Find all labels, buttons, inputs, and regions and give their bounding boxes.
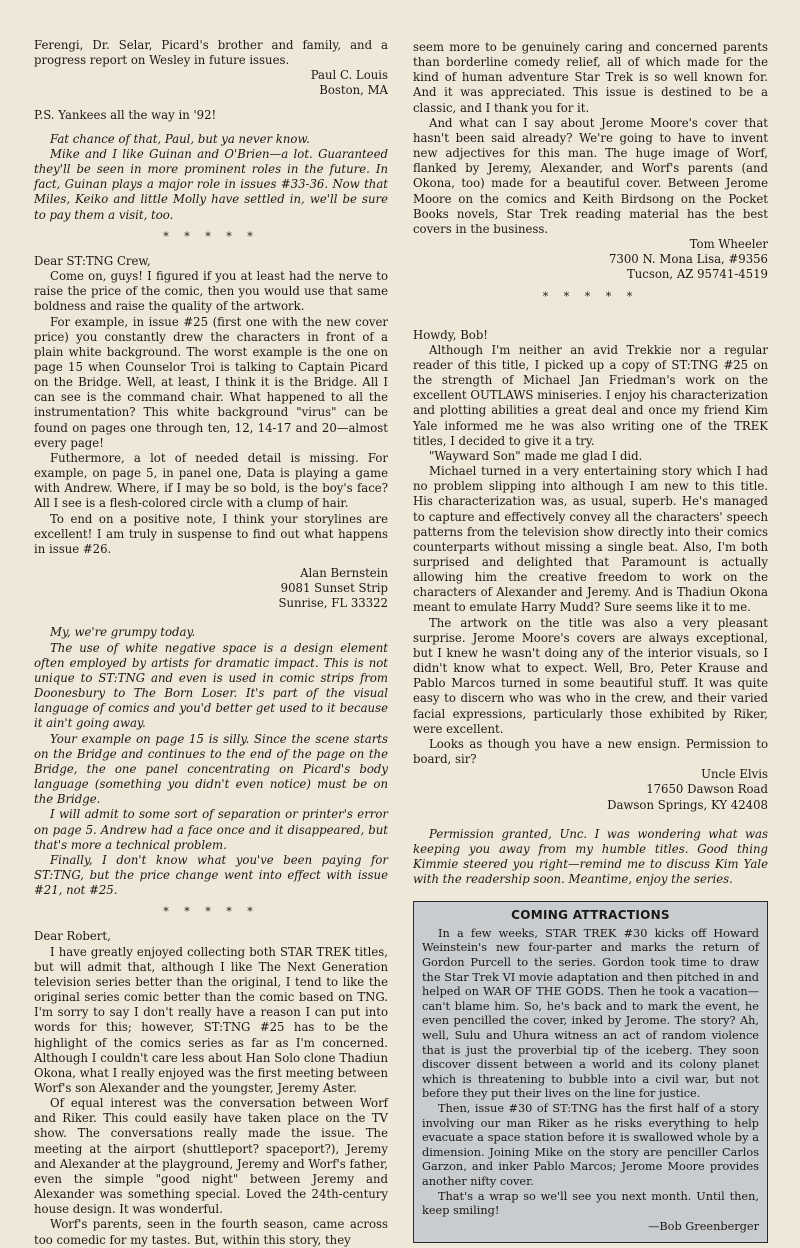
letter-para: Worf's parents, seen in the fourth season, came across too comedic for my tastes. But, within this story, they: [34, 1217, 388, 1247]
sig-street: 17650 Dawson Road: [646, 782, 768, 797]
letter-continuation: Ferengi, Dr. Selar, Picard's brother and family, and a progress report on Wesley in future issues.: [34, 38, 388, 68]
sig-city: Dawson Springs, KY 42408: [607, 797, 768, 812]
salutation: Dear Robert,: [34, 929, 111, 944]
separator-stars: * * * * *: [542, 289, 639, 303]
editor-para: I will admit to some sort of separation or printer's error on page 5. Andrew had a face once and it disappeared, but that's more a technical problem.: [34, 807, 388, 852]
letter-para: Although I'm neither an avid Trekkie nor a regular reader of this title, I picked up a copy of ST:TNG #25 on the strength of Michael Jan Friedman's work on the excellent OUTLAWS miniseries. I enjoy his characterization and plotting abilities a great deal and once my friend Kim Yale informed me he was also writing one of the TREK titles, I decided to give it a try.: [413, 342, 768, 448]
box-signoff: —Bob Greenberger: [648, 1219, 759, 1233]
salutation: Howdy, Bob!: [413, 327, 488, 342]
box-para: That's a wrap so we'll see you next month. Until then, keep smiling!: [422, 1189, 759, 1218]
letter-para: "Wayward Son" made me glad I did.: [429, 448, 643, 463]
editor-para: Mike and I like Guinan and O'Brien—a lot. Guaranteed they'll be seen in more prominent roles in the future. In fact, Guinan plays a major role in issues #33-36. Now that Miles, Keiko and little Molly have settled in, we'll be sure to pay them a visit, too.: [34, 146, 388, 222]
letter-para: The artwork on the title was also a very pleasant surprise. Jerome Moore's covers are always exceptional, but I knew he wasn't doing any of the interior visuals, so I didn't know what to expect. Well, Bro, Peter Krause and Pablo Marcos turned in some beautiful stuff. It was quite easy to discern who was who in the crew, and their varied facial expressions, particularly those exhibited by Riker, were excellent.: [413, 615, 768, 736]
salutation: Dear ST:TNG Crew,: [34, 253, 151, 268]
separator-stars: * * * * *: [163, 905, 259, 919]
letter-para: I have greatly enjoyed collecting both STAR TREK titles, but will admit that, although I like The Next Generation television series better than the original, I tend to like the original series comic better than the comic based on TNG. I'm sorry to say I don't really have a reason I can put into words for this; however, ST:TNG #25 has to be the highlight of the comics series as far as I'm concerned. Although I couldn't care less about Han Solo clone Thadiun Okona, what I really enjoyed was the first meeting between Worf's son Alexander and the youngster, Jeremy Aster.: [34, 944, 388, 1095]
box-title: COMING ATTRACTIONS: [511, 908, 670, 923]
signature-alan-bernstein: [34, 566, 388, 611]
sig-city: Sunrise, FL 33322: [278, 596, 388, 611]
sig-name: Alan Bernstein: [300, 566, 388, 580]
sig-street: 9081 Sunset Strip: [280, 581, 388, 596]
box-para: In a few weeks, STAR TREK #30 kicks off Howard Weinstein's new four-parter and marks the return of Gordon Purcell to the series. Gordon took time to draw the Star Trek VI movie adaptation and then pitched in and helped on WAR OF THE GODS. Then he took a vacation—can't blame him. So, he's back and to mark the event, he even pencilled the cover, inked by Jerome. The story? Ah, well, Sulu and Uhura witness an act of random violence that is just the proverbial tip of the iceberg. They soon discover dissent between a world and its colony planet which is threatening to bubble into a civil war, but not before they put their lives on the line for justice.: [422, 926, 759, 1101]
letter-para: Of equal interest was the conversation between Worf and Riker. This could easily have taken place on the TV show. The conversations really made the issue. The meeting at the airport (shuttleport? spaceport?), Jeremy and Alexander at the playground, Jeremy and Worf's father, even the simple "good night" between Jeremy and Alexander was something special. Loved the 24th-century house design. It was wonderful.: [34, 1096, 388, 1217]
editor-para: My, we're grumpy today.: [50, 625, 196, 640]
signature-uncle-elvis: [413, 767, 768, 812]
editor-reply-4: Permission granted, Unc. I was wondering what was keeping you away from my humble titles. Good thing Kimmie steered you right—remind me to discuss Kim Yale with the readership soon. Meantime, enjoy the series.: [413, 826, 768, 887]
sig-city: Tucson, AZ 95741-4519: [626, 267, 768, 282]
editor-para: The use of white negative space is a design element often employed by artists for dramatic impact. This is not unique to ST:TNG and even is used in comic strips from Doonesbury to The Born Loser. It's part of the visual language of comics and you'd better get used to it because it ain't going away.: [34, 640, 388, 731]
left-column: [34, 38, 388, 1248]
sig-name: Tom Wheeler: [689, 237, 768, 252]
letter-para: Looks as though you have a new ensign. Permission to board, sir?: [413, 736, 768, 767]
letter-para: And what can I say about Jerome Moore's cover that hasn't been said already? We're going to have to invent new adjectives for this man. The huge image of Worf, flanked by Jeremy, Alexander, and Worf's parents (and Okona, too) made for a beautiful cover. Between Jerome Moore on the comics and Keith Birdsong on the Pocket Books novels, Star Trek reading material has the best covers in the business.: [413, 115, 768, 236]
signature-tom-wheeler: [413, 237, 768, 282]
signature-paul-louis: [34, 68, 388, 98]
letter-para: Come on, guys! I figured if you at least had the nerve to raise the price of the comic, then you would use that same boldness and raise the quality of the artwork.: [34, 269, 388, 314]
postscript: P.S. Yankees all the way in '92!: [34, 107, 217, 122]
editor-para: Your example on page 15 is silly. Since the scene starts on the Bridge and continues to the end of the page on the Bridge, the one panel concentrating on Picard's body language (something you didn't even notice) must be on the Bridge.: [34, 731, 388, 807]
sig-city: Boston, MA: [319, 83, 388, 98]
editor-reply-2: [34, 625, 388, 898]
separator-stars: * * * * *: [163, 229, 259, 243]
sig-street: 7300 N. Mona Lisa, #9356: [608, 252, 768, 267]
letter-para: Michael turned in a very entertaining story which I had no problem slipping into although I am new to this title. His characterization was, as usual, superb. He's managed to capture and effectively convey all the characters' speech patterns from the television show directly into their comics counterparts without missing a single beat. Also, I'm both surprised and delighted that Paramount is actually allowing him the creative freedom to work on the characters of Alexander and Jeremy. And is Thadiun Okona meant to emulate Harry Mudd? Sure seems like it to me.: [413, 464, 768, 615]
editor-para: Fat chance of that, Paul, but ya never know.: [50, 131, 310, 146]
coming-attractions-box: [413, 901, 768, 1243]
editor-reply-1: [34, 132, 388, 223]
sig-name: Paul C. Louis: [310, 68, 388, 83]
letter-para: For example, in issue #25 (first one with the new cover price) you constantly drew the characters in front of a plain white background. The worst example is the one on page 15 when Counselor Troi is talking to Captain Picard on the Bridge. Well, at least, I think it is the Bridge. All I can see is the command chair. What happened to all the instrumentation? This white background "virus" can be found on pages one through ten, 12, 14-17 and 20—almost every page!: [34, 314, 388, 450]
letter-para: seem more to be genuinely caring and concerned parents than borderline comedy relief, all of which made for the kind of human adventure Star Trek is so well known for. And it was appreciated. This issue is destined to be a classic, and I thank you for it.: [413, 40, 768, 115]
letter-para: Futhermore, a lot of needed detail is missing. For example, on page 5, in panel one, Data is playing a game with Andrew. Where, if I may be so bold, is the boy's face? All I see is a flesh-colored circle with a clump of hair.: [34, 450, 388, 511]
editor-para: Finally, I don't know what you've been paying for ST:TNG, but the price change went into effect with issue #21, not #25.: [34, 852, 388, 898]
box-para: Then, issue #30 of ST:TNG has the first half of a story involving our man Riker as he risks everything to help evacuate a space station before it is swallowed whole by a dimension. Joining Mike on the story are penciller Carlos Garzon, and inker Pablo Marcos; Jerome Moore provides another nifty cover.: [422, 1102, 759, 1188]
sig-name: Uncle Elvis: [701, 767, 768, 782]
right-column: [413, 40, 768, 1243]
letter-para: To end on a positive note, I think your storylines are excellent! I am truly in suspense to find out what happens in issue #26.: [34, 511, 388, 556]
